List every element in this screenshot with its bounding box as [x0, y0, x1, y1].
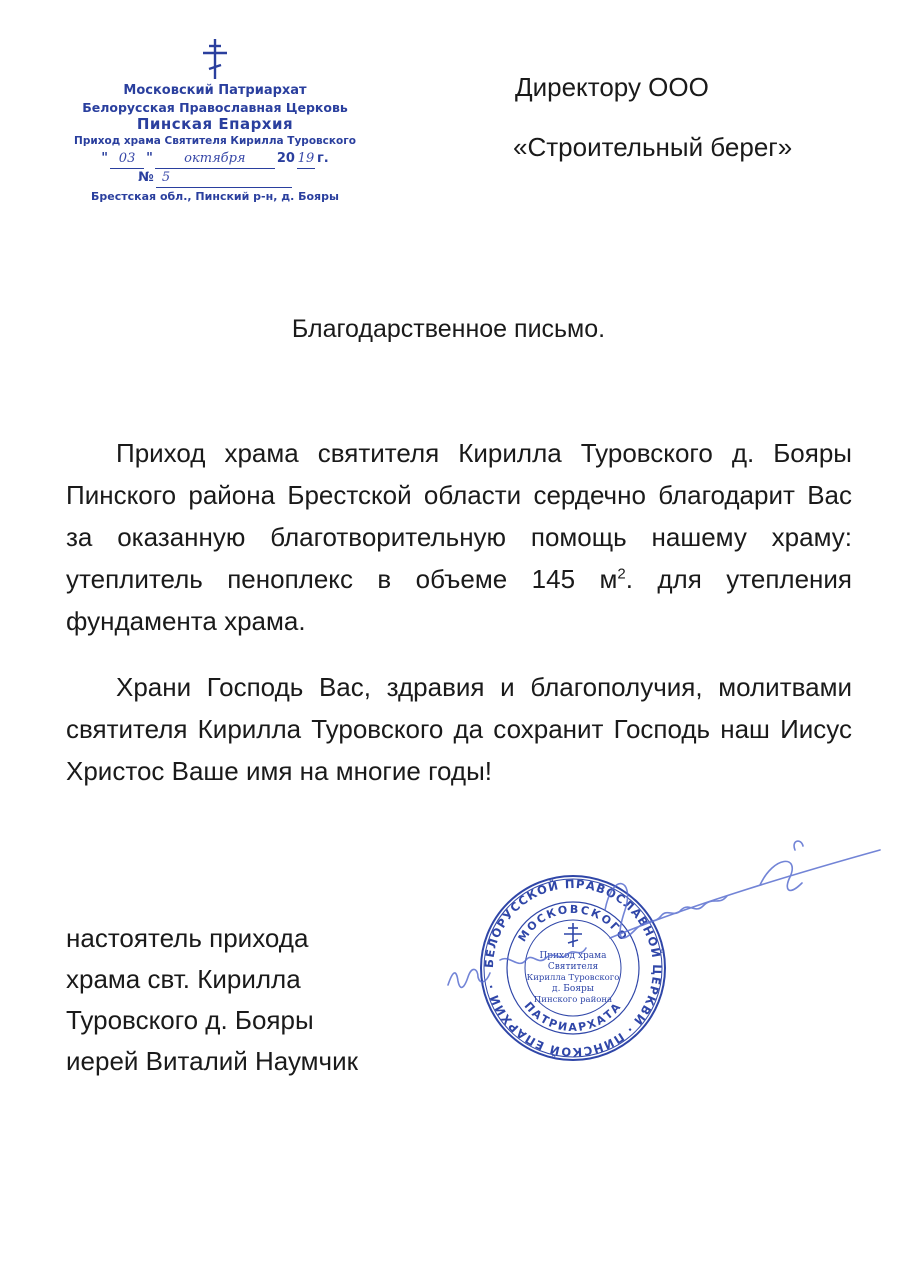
seal-inner-5: Пинского района: [533, 995, 613, 1005]
body-paragraph-2: Храни Господь Вас, здравия и благополучия, молитвами святителя Кирилла Туровского да сохранит Господь наш Иисус Христос Ваше имя на многие годы!: [66, 672, 852, 786]
date-year: 19: [297, 150, 315, 169]
addressee-line-2: «Строительный берег»: [513, 132, 793, 162]
date-month: октября: [155, 150, 275, 169]
p1-main: Приход храма святителя Кирилла Туровского д. Бояры Пинского района Брестской области сердечно благодарит Вас за оказанную благотворительную помощь нашему храму: утеплитель пеноплекс в объеме 145 м: [66, 438, 852, 594]
p1-superscript: 2: [617, 565, 626, 583]
handwritten-signature: [430, 830, 890, 1030]
signature-line-1: настоятель прихода: [66, 923, 309, 953]
number-label: №: [138, 170, 154, 185]
signature-line-4: иерей Виталий Наумчик: [66, 1046, 359, 1076]
date-suffix: г.: [316, 151, 329, 166]
signature-line-3: Туровского д. Бояры: [66, 1005, 314, 1035]
date-open-quote: ": [101, 151, 109, 166]
seal-inner-1: Приход храма: [539, 951, 607, 961]
date-close-quote: ": [146, 151, 153, 166]
seal-inner-4: д. Бояры: [552, 984, 594, 994]
letterhead-address: Брестская обл., Пинский р-н, д. Бояры: [91, 190, 339, 203]
seal-inner-3: Кирилла Туровского: [526, 973, 620, 983]
seal-middle-bottom: ПАТРИАРХАТА: [521, 999, 625, 1035]
p1-end: . для утепления фундамента храма.: [66, 564, 853, 636]
letterhead-number: [70, 169, 360, 188]
signature-block: [66, 918, 358, 1082]
addressee: [515, 72, 792, 162]
letterhead-patriarchate: Московский Патриархат: [123, 83, 307, 98]
seal-outer-text: БЕЛОРУССКОЙ ПРАВОСЛАВНОЙ ЦЕРКВИ · ПИНСКОЙ ЕПАРХИИ ·: [481, 876, 665, 1060]
seal-inner-2: Святителя: [547, 962, 599, 972]
date-year-prefix: 20: [276, 151, 295, 166]
signature-line-2: храма свт. Кирилла: [66, 964, 301, 994]
date-day: 03: [110, 150, 144, 169]
letterhead-church: Белорусская Православная Церковь: [82, 100, 348, 115]
number-value: 5: [156, 169, 292, 188]
letterhead-eparchy: Пинская Епархия: [136, 115, 294, 133]
letterhead-date: [70, 150, 360, 169]
seal-middle-top: МОСКОВСКОГО: [515, 902, 631, 945]
body-paragraph-1: [66, 432, 852, 642]
orthodox-cross-icon: [200, 38, 230, 80]
addressee-line-1: Директору ООО: [515, 72, 709, 102]
letterhead-stamp: [70, 38, 360, 205]
letter-title: Благодарственное письмо.: [291, 315, 606, 343]
letterhead-parish: Приход храма Святителя Кирилла Туровского: [74, 135, 356, 147]
